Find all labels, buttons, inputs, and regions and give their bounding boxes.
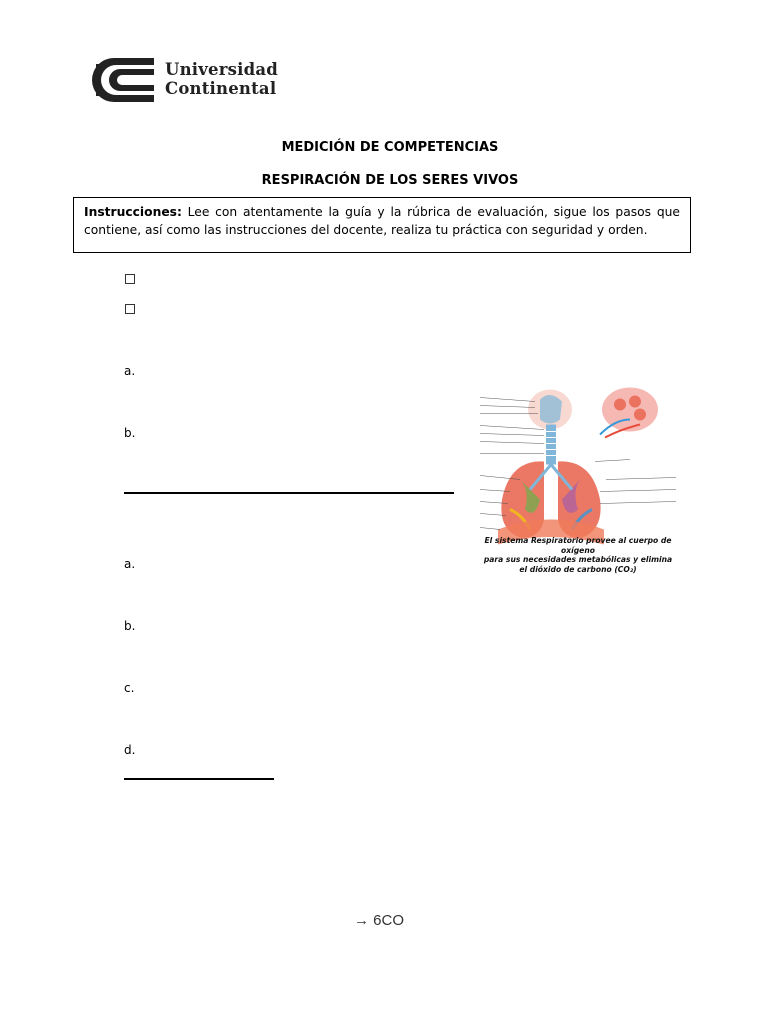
university-name (165, 60, 278, 98)
figure-caption-line1: El sistema Respiratorio provee al cuerpo de oxígeno (484, 536, 672, 555)
document-title: MEDICIÓN DE COMPETENCIAS (281, 140, 499, 155)
list2-item-a: a. (124, 557, 136, 571)
figure-caption-line3: el dióxido de carbono (CO₂) (519, 564, 637, 574)
short-divider (124, 778, 274, 780)
equation-fragment: → 6CO (354, 912, 405, 929)
university-name-line2: Continental (165, 79, 277, 98)
checkbox-1[interactable] (125, 274, 135, 284)
list1-item-b: b. (124, 426, 136, 440)
figure-caption-line2: para sus necesidades metabólicas y elimina (483, 555, 673, 564)
document-subtitle: RESPIRACIÓN DE LOS SERES VIVOS (261, 173, 519, 188)
instructions-text: Lee con atentamente la guía y la rúbrica de evaluación, sigue los pasos que contiene, así como las instrucciones del docente, realiza tu práctica con seguridad y orden. (84, 205, 680, 237)
list1-item-a: a. (124, 364, 136, 378)
figure-caption (478, 536, 678, 574)
university-name-line1: Universidad (165, 60, 278, 79)
section-divider (124, 492, 454, 494)
checkbox-2[interactable] (125, 304, 135, 314)
list2-item-d: d. (124, 743, 136, 757)
instructions-box (73, 197, 691, 253)
instructions-label: Instrucciones: (84, 205, 182, 219)
list2-item-b: b. (124, 619, 136, 633)
list2-item-c: c. (124, 681, 135, 695)
